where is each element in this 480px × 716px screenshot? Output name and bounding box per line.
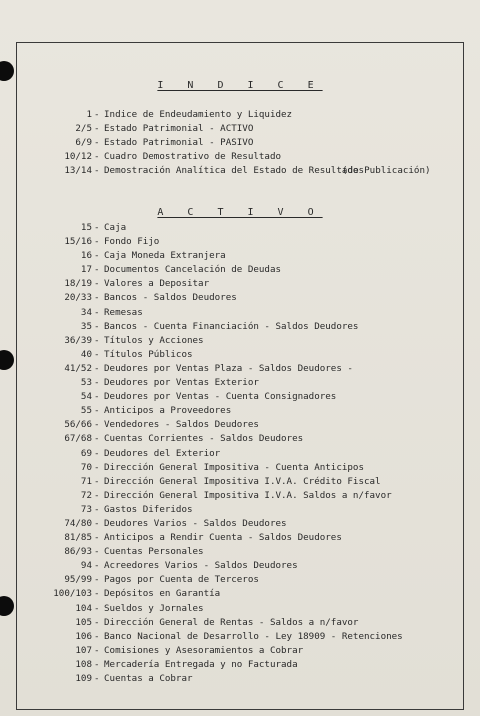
dash-separator: -: [94, 137, 100, 149]
dash-separator: -: [94, 306, 100, 318]
page-number: 10/12: [64, 151, 92, 163]
list-item: [0, 334, 480, 348]
list-item: [0, 418, 480, 432]
list-item: [0, 306, 480, 320]
list-item: [0, 108, 480, 122]
page-number: 1: [86, 109, 92, 120]
page-number: 86/93: [64, 546, 92, 558]
list-item: [0, 164, 480, 178]
dash-separator: -: [94, 165, 100, 177]
page-number: 104: [75, 602, 92, 614]
page-number: 71: [80, 475, 92, 487]
page-number: 74/80: [64, 517, 92, 529]
entry-title: Mercadería Entregada y no Facturada: [104, 658, 298, 670]
dash-separator: -: [94, 151, 100, 163]
page-number: 41/52: [64, 362, 92, 374]
dash-separator: -: [94, 630, 100, 642]
page-number: 16: [80, 250, 92, 262]
entry-title: Deudores por Ventas Plaza - Saldos Deudores -: [104, 362, 353, 374]
page-number: 40: [80, 348, 92, 360]
list-item: [0, 489, 480, 503]
dash-separator: -: [94, 348, 100, 360]
entry-title: Deudores por Ventas Exterior: [104, 377, 259, 389]
entry-title: Indice de Endeudamiento y Liquidez: [104, 109, 293, 120]
page-number: 15/16: [64, 236, 92, 248]
list-item: [0, 320, 480, 334]
list-item: [0, 291, 480, 305]
page-number: 72: [80, 489, 92, 501]
dash-separator: -: [94, 588, 100, 600]
dash-separator: -: [94, 658, 100, 670]
page-number: 54: [80, 391, 92, 403]
entry-title: Caja Moneda Extranjera: [104, 250, 226, 262]
dash-separator: -: [94, 644, 100, 656]
entry-title: Bancos - Cuenta Financiación - Saldos Deudores: [104, 320, 359, 332]
list-item: [0, 461, 480, 475]
list-item: [0, 587, 480, 601]
entry-title: Demostración Analítica del Estado de Resultados: [104, 165, 364, 177]
page-number: 94: [80, 560, 92, 572]
entry-title: Cuadro Demostrativo de Resultado: [104, 151, 282, 163]
page-number: 105: [75, 616, 92, 628]
list-item: [0, 672, 480, 686]
dash-separator: -: [94, 616, 100, 628]
dash-separator: -: [94, 236, 100, 248]
list-item: [0, 249, 480, 263]
page-number: 100/103: [53, 588, 92, 600]
dash-separator: -: [94, 405, 100, 417]
dash-separator: -: [94, 292, 100, 304]
entry-title: Gastos Diferidos: [104, 503, 193, 515]
list-item: [0, 447, 480, 461]
entry-title: Depósitos en Garantía: [104, 588, 221, 600]
dash-separator: -: [94, 673, 100, 684]
list-item: [0, 376, 480, 390]
list-item: [0, 277, 480, 291]
dash-separator: -: [94, 532, 100, 544]
page-number: 70: [80, 461, 92, 473]
entry-title: Pagos por Cuenta de Terceros: [104, 574, 259, 586]
page-number: 35: [80, 320, 92, 332]
list-item: [0, 475, 480, 489]
dash-separator: -: [94, 447, 100, 459]
entry-title: Fondo Fijo: [104, 236, 160, 248]
dash-separator: -: [94, 546, 100, 558]
list-item: [0, 221, 480, 235]
dash-separator: -: [94, 560, 100, 572]
list-item: [0, 362, 480, 376]
list-item: [0, 517, 480, 531]
list-item: [0, 122, 480, 136]
list-item: [0, 573, 480, 587]
list-item: [0, 644, 480, 658]
page-number: 13/14: [64, 165, 92, 177]
page-number: 53: [80, 377, 92, 389]
entry-title: Acreedores Varios - Saldos Deudores: [104, 560, 298, 572]
entry-title: Dirección General Impositiva I.V.A. Crédito Fiscal: [104, 475, 381, 487]
page-number: 2/5: [75, 123, 92, 135]
page-number: 106: [75, 630, 92, 642]
activo-heading: A C T I V O: [157, 207, 323, 218]
dash-separator: -: [94, 123, 100, 135]
page-number: 36/39: [64, 334, 92, 346]
list-item: [0, 404, 480, 418]
list-item: [0, 503, 480, 517]
entry-title: Deudores Varios - Saldos Deudores: [104, 517, 287, 529]
dash-separator: -: [94, 334, 100, 346]
entry-title: Documentos Cancelación de Deudas: [104, 264, 282, 276]
page-number: 67/68: [64, 433, 92, 445]
dash-separator: -: [94, 320, 100, 332]
list-item: [0, 235, 480, 249]
entry-title: Banco Nacional de Desarrollo - Ley 18909 - Retenciones: [104, 630, 403, 642]
page-number: 20/33: [64, 292, 92, 304]
entry-title: Vendedores - Saldos Deudores: [104, 419, 259, 431]
entry-note: (de Publicación): [342, 165, 431, 177]
entry-title: Remesas: [104, 306, 143, 318]
dash-separator: -: [94, 391, 100, 403]
activo-list: [0, 221, 480, 686]
page-number: 6/9: [75, 137, 92, 149]
entry-title: Caja: [104, 222, 127, 233]
page-number: 73: [80, 503, 92, 515]
entry-title: Anticipos a Rendir Cuenta - Saldos Deudores: [104, 532, 342, 544]
dash-separator: -: [94, 433, 100, 445]
dash-separator: -: [94, 475, 100, 487]
entry-title: Comisiones y Asesoramientos a Cobrar: [104, 644, 304, 656]
list-item: [0, 390, 480, 404]
list-item: [0, 559, 480, 573]
list-item: [0, 531, 480, 545]
entry-title: Valores a Depositar: [104, 278, 210, 290]
page-number: 17: [80, 264, 92, 276]
entry-title: Sueldos y Jornales: [104, 602, 204, 614]
binder-hole: [0, 61, 14, 81]
dash-separator: -: [94, 109, 100, 120]
page-number: 69: [80, 447, 92, 459]
page-number: 15: [80, 222, 92, 233]
entry-title: Dirección General Impositiva I.V.A. Saldos a n/favor: [104, 489, 392, 501]
entry-title: Estado Patrimonial - PASIVO: [104, 137, 254, 149]
page-number: 55: [80, 405, 92, 417]
page-number: 108: [75, 658, 92, 670]
page-number: 81/85: [64, 532, 92, 544]
page-number: 18/19: [64, 278, 92, 290]
entry-title: Cuentas Personales: [104, 546, 204, 558]
entry-title: Deudores por Ventas - Cuenta Consignadores: [104, 391, 337, 403]
list-item: [0, 136, 480, 150]
list-item: [0, 432, 480, 446]
dash-separator: -: [94, 377, 100, 389]
entry-title: Estado Patrimonial - ACTIVO: [104, 123, 254, 135]
list-item: [0, 630, 480, 644]
dash-separator: -: [94, 278, 100, 290]
page-number: 109: [75, 673, 92, 684]
entry-title: Bancos - Saldos Deudores: [104, 292, 237, 304]
list-item: [0, 658, 480, 672]
dash-separator: -: [94, 419, 100, 431]
page-number: 107: [75, 644, 92, 656]
list-item: [0, 348, 480, 362]
index-list: [0, 108, 480, 178]
dash-separator: -: [94, 574, 100, 586]
index-heading: I N D I C E: [157, 80, 323, 91]
dash-separator: -: [94, 517, 100, 529]
dash-separator: -: [94, 503, 100, 515]
dash-separator: -: [94, 489, 100, 501]
dash-separator: -: [94, 461, 100, 473]
list-item: [0, 602, 480, 616]
entry-title: Dirección General Impositiva - Cuenta Anticipos: [104, 461, 364, 473]
page-number: 56/66: [64, 419, 92, 431]
list-item: [0, 263, 480, 277]
entry-title: Dirección General de Rentas - Saldos a n/favor: [104, 616, 359, 628]
entry-title: Deudores del Exterior: [104, 447, 221, 459]
list-item: [0, 545, 480, 559]
page-number: 34: [80, 306, 92, 318]
dash-separator: -: [94, 362, 100, 374]
entry-title: Títulos Públicos: [104, 348, 193, 360]
dash-separator: -: [94, 602, 100, 614]
dash-separator: -: [94, 250, 100, 262]
entry-title: Cuentas a Cobrar: [104, 673, 193, 684]
entry-title: Títulos y Acciones: [104, 334, 204, 346]
page-number: 95/99: [64, 574, 92, 586]
list-item: [0, 616, 480, 630]
entry-title: Anticipos a Proveedores: [104, 405, 232, 417]
dash-separator: -: [94, 222, 100, 233]
dash-separator: -: [94, 264, 100, 276]
entry-title: Cuentas Corrientes - Saldos Deudores: [104, 433, 304, 445]
list-item: [0, 150, 480, 164]
